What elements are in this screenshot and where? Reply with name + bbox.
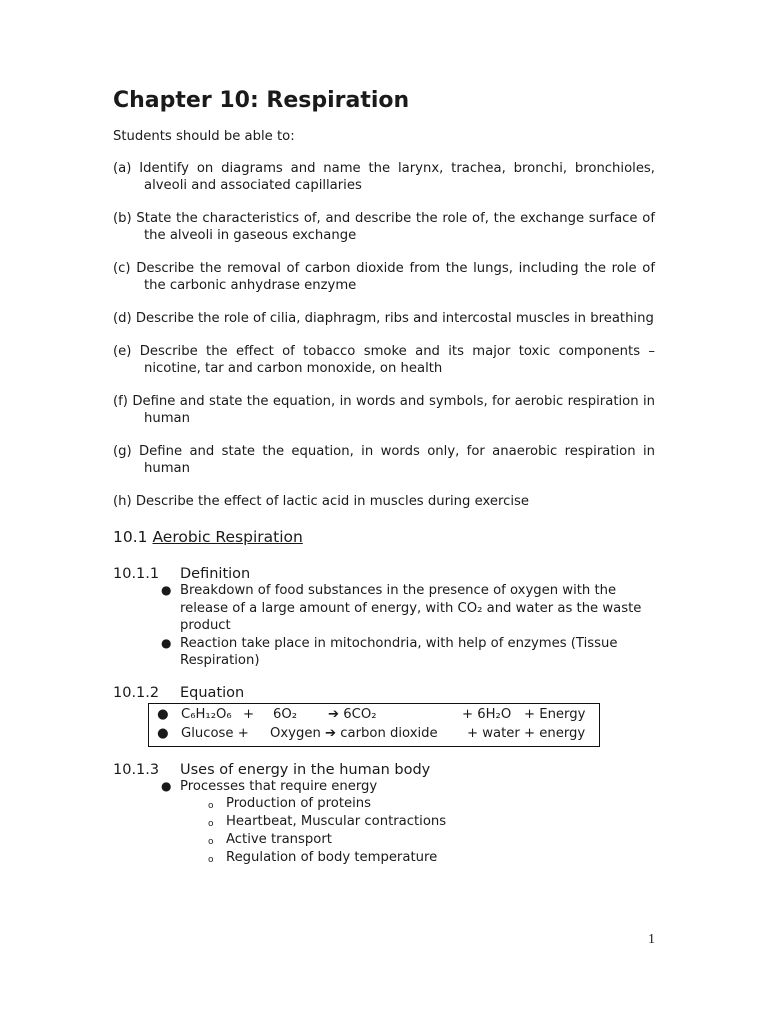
list-item: ● Reaction take place in mitochondria, with help of enzymes (Tissue Respiration) [161, 635, 618, 668]
subsection-title: Definition [180, 566, 251, 582]
circle-bullet-icon: o [208, 855, 214, 865]
bullet-icon: ● [161, 635, 172, 650]
subsection-title: Equation [180, 684, 245, 701]
objective-h: (h) Describe the effect of lactic acid in muscles during exercise [113, 494, 530, 509]
list-item: ● Processes that require energy o Production of proteins o Heartbeat, Muscular contractions o Active transport o Regulation of body temperature [161, 778, 655, 868]
objective-e: (e) Describe the effect of tobacco smoke and its major toxic components – nicotine, tar and carbon monoxide, on health [113, 344, 655, 376]
circle-bullet-icon: o [208, 837, 214, 847]
list-item: o Regulation of body temperature [208, 849, 655, 867]
objective-g: (g) Define and state the equation, in words only, for anaerobic respiration in human [113, 444, 655, 476]
subsection-number: 10.1.2 [113, 684, 160, 701]
bullet-icon: ● [161, 778, 172, 793]
definition-list [161, 582, 655, 670]
section-title: Aerobic Respiration [152, 528, 303, 546]
section-heading [113, 528, 655, 546]
document-page [113, 88, 655, 867]
circle-bullet-icon: o [208, 801, 214, 811]
equation-symbol-row: ● C₆H₁₂O₆ + 6O₂ ➔ 6CO₂ + 6H₂O + Energy [157, 706, 586, 722]
objective-d: (d) Describe the role of cilia, diaphragm, ribs and intercostal muscles in breathing [113, 311, 654, 326]
list-item: o Production of proteins [208, 795, 655, 813]
subsection-title: Uses of energy in the human body [180, 761, 431, 778]
objective-b: (b) State the characteristics of, and describe the role of, the exchange surface of the alveoli in gaseous exchange [113, 211, 655, 243]
page-number: 1 [648, 932, 655, 947]
list-item: o Heartbeat, Muscular contractions [208, 813, 655, 831]
bullet-icon: ● [161, 583, 172, 597]
uses-list [161, 778, 655, 868]
circle-bullet-icon: o [208, 819, 214, 829]
bullet-icon: ● [157, 725, 169, 741]
list-item: ● Breakdown of food substances in the presence of oxygen with the release of a large amount of energy, with CO₂ and water as the waste product [161, 583, 642, 633]
equation-box [148, 703, 600, 747]
objective-a: (a) Identify on diagrams and name the larynx, trachea, bronchi, bronchioles, alveoli and associated capillaries [113, 161, 655, 193]
uses-sublist [208, 795, 655, 867]
list-item: o Active transport [208, 831, 655, 849]
equation-word-row: ● Glucose + Oxygen ➔ carbon dioxide + water + energy [157, 725, 586, 741]
bullet-icon: ● [157, 706, 169, 722]
equation-heading [113, 685, 655, 701]
objective-c: (c) Describe the removal of carbon dioxide from the lungs, including the role of the carbonic anhydrase enzyme [113, 261, 655, 293]
subsection-number: 10.1.1 [113, 566, 160, 582]
intro-text: Students should be able to: [113, 129, 295, 144]
definition-heading [113, 566, 655, 582]
section-number: 10.1 [113, 528, 148, 546]
subsection-number: 10.1.3 [113, 761, 160, 778]
uses-heading [113, 762, 655, 778]
objective-f: (f) Define and state the equation, in words and symbols, for aerobic respiration in human [113, 394, 655, 426]
chapter-title: Chapter 10: Respiration [113, 88, 410, 113]
